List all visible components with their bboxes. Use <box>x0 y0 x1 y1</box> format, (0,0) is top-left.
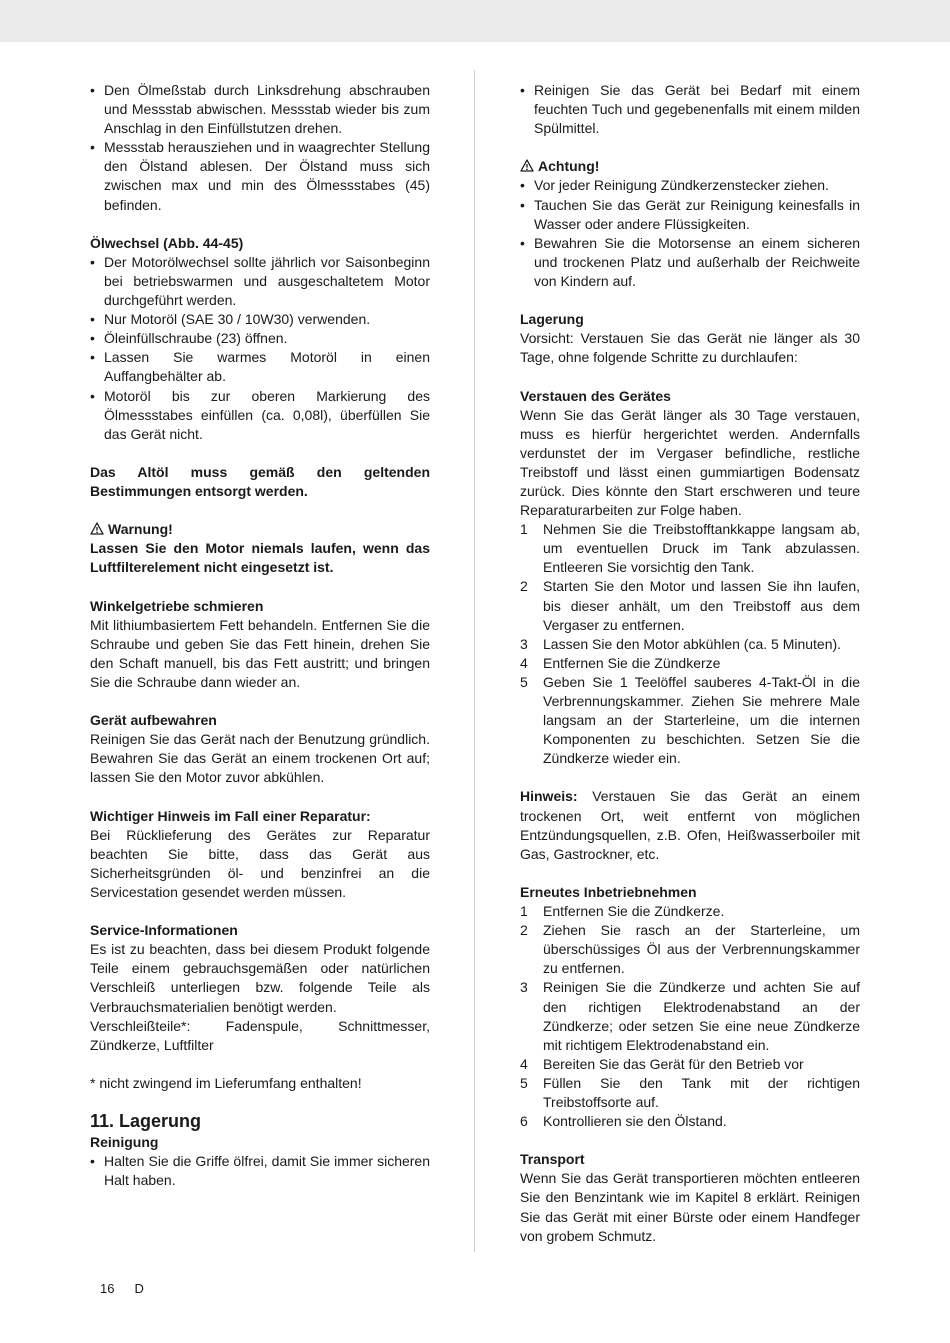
list-item: • Reinigen Sie das Gerät bei Bedarf mit einem feuchten Tuch und gegebenenfalls mit einem milden Spülmittel. <box>520 81 860 138</box>
transport-heading: Transport <box>520 1151 585 1168</box>
list-item <box>520 1112 860 1131</box>
list-item: • Lassen Sie warmes Motoröl in einen Auffangbehälter ab. <box>90 348 430 386</box>
step-text: Entfernen Sie die Zündkerze <box>543 654 721 671</box>
hint-label: Hinweis: <box>520 788 578 805</box>
list-item <box>520 921 860 978</box>
storage-heading: Lagerung <box>520 311 584 328</box>
list-item: • Öleinfüllschraube (23) öffnen. <box>90 329 430 348</box>
service-text: Es ist zu beachten, dass bei diesem Produkt folgende Teile einem gebrauchsgemäßen oder natürlichen Verschleiß unterliegen bzw. folgende Teile als Verbrauchsmaterialien benötigt werden. <box>90 941 430 1015</box>
restart-steps <box>520 902 860 1131</box>
store-heading: Gerät aufbewahren <box>90 712 217 729</box>
list-item: • Bewahren Sie die Motorsense an einem sicheren und trockenen Platz und außerhalb der Reichweite von Kindern auf. <box>520 234 860 291</box>
page-number: 16 <box>100 1281 115 1296</box>
service-parts: Verschleißteile*: Fadenspule, Schnittmesser, Zündkerze, Luftfilter <box>90 1017 430 1053</box>
step-text: Nehmen Sie die Treibstofftankkappe langsam ab, um eventuellen Druck im Tank abzulassen. Entleeren Sie vorsichtig den Tank. <box>543 521 860 576</box>
step-number: 5 <box>520 673 528 690</box>
oilchange-bullets <box>90 253 430 444</box>
list-item <box>520 635 860 654</box>
step-number: 6 <box>520 1113 528 1130</box>
list-item <box>520 978 860 1054</box>
gear-text: Mit lithiumbasiertem Fett behandeln. Entfernen Sie die Schraube und geben Sie das Fett hinein, drehen Sie den Schaft manuell, bis das Fett austritt; und bringen Sie die Schraube dann wieder an. <box>90 616 430 690</box>
list-item: • Messstab herausziehen und in waagrechter Stellung den Ölstand ablesen. Der Ölstand muss sich zwischen max und min des Ölmessstabes (45) befinden. <box>90 138 430 214</box>
list-item <box>520 520 860 577</box>
step-text: Reinigen Sie die Zündkerze und achten Sie auf den richtigen Elektrodenabstand an der Zündkerze; oder setzen Sie eine neue Zündkerze mit richtigem Elektrodenabstand ein. <box>543 979 860 1053</box>
warning-title: Warnung! <box>108 521 173 538</box>
restart-heading: Erneutes Inbetriebnehmen <box>520 883 697 900</box>
caution-title: Achtung! <box>538 158 600 175</box>
cleaning-bullets <box>90 1152 430 1190</box>
step-text: Füllen Sie den Tank mit der richtigen Treibstoffsorte auf. <box>543 1074 860 1110</box>
service-footnote: * nicht zwingend im Lieferumfang enthalten! <box>90 1074 362 1091</box>
step-number: 3 <box>520 635 528 652</box>
step-number: 3 <box>520 979 528 996</box>
step-number: 5 <box>520 1074 528 1091</box>
list-item: • Halten Sie die Griffe ölfrei, damit Sie immer sicheren Halt haben. <box>90 1152 430 1190</box>
step-number: 2 <box>520 922 528 939</box>
disposal-note: Das Altöl muss gemäß den geltenden Bestimmungen entsorgt werden. <box>90 463 430 499</box>
step-text: Ziehen Sie rasch an der Starterleine, um überschüssiges Öl aus der Verbrennungskammer zu entfernen. <box>543 922 860 977</box>
warning-text: Lassen Sie den Motor niemals laufen, wenn das Luftfilterelement nicht eingesetzt ist. <box>90 540 430 576</box>
step-number: 1 <box>520 521 528 538</box>
step-text: Starten Sie den Motor und lassen Sie ihn laufen, bis dieser anhält, um den Treibstoff aus dem Vergaser zu entfernen. <box>543 578 860 633</box>
service-heading: Service-Informationen <box>90 922 238 939</box>
repair-text: Bei Rücklieferung des Gerätes zur Reparatur beachten Sie bitte, dass das Gerät aus Sicherheitsgründen öl- und benzinfrei an die Servicestation gesendet werden müssen. <box>90 826 430 900</box>
step-text: Geben Sie 1 Teelöffel sauberes 4-Takt-Öl in die Verbrennungskammer. Ziehen Sie mehrere Male langsam an der Starterleine, um die internen Komponenten zu beschichten. Setzen Sie die Zündkerze wieder ein. <box>543 673 860 767</box>
step-number: 4 <box>520 1055 528 1072</box>
stow-heading: Verstauen des Gerätes <box>520 387 671 404</box>
intro-bullets <box>90 81 430 215</box>
section-title: 11. Lagerung <box>90 1110 202 1131</box>
repair-heading: Wichtiger Hinweis im Fall einer Reparatur: <box>90 807 371 824</box>
list-item <box>520 1074 860 1112</box>
list-item: • Nur Motoröl (SAE 30 / 10W30) verwenden. <box>90 310 430 329</box>
caution-heading <box>520 157 860 176</box>
list-item: • Vor jeder Reinigung Zündkerzenstecker ziehen. <box>520 176 860 195</box>
step-text: Bereiten Sie das Gerät für den Betrieb vor <box>543 1055 804 1072</box>
step-number: 1 <box>520 903 528 920</box>
list-item <box>520 654 860 673</box>
list-item <box>520 577 860 634</box>
list-item: • Der Motorölwechsel sollte jährlich vor Saisonbeginn bei betriebswarmen und ausgeschaltetem Motor durchgeführt werden. <box>90 253 430 310</box>
list-item: • Motoröl bis zur oberen Markierung des Ölmessstabes einfüllen (ca. 0,08l), überfüllen Sie das Gerät nicht. <box>90 387 430 444</box>
column-divider <box>474 70 475 1252</box>
warning-icon <box>520 159 534 172</box>
storage-text: Vorsicht: Verstauen Sie das Gerät nie länger als 30 Tage, ohne folgende Schritte zu durchlaufen: <box>520 330 860 366</box>
list-item: • Den Ölmeßstab durch Linksdrehung abschrauben und Messstab abwischen. Messstab wieder bis zum Anschlag in den Einfüllstutzen drehen. <box>90 81 430 138</box>
hint-text: Verstauen Sie das Gerät an einem trockenen Ort, weit entfernt von möglichen Entzündungsquellen, z.B. Ofen, Heißwasserboiler mit Gas, Gastrockner, etc. <box>520 788 860 862</box>
step-text: Kontrollieren sie den Ölstand. <box>543 1113 727 1130</box>
left-column <box>90 81 430 1190</box>
store-text: Reinigen Sie das Gerät nach der Benutzung gründlich. Bewahren Sie das Gerät an einem trockenen Ort auf; lassen Sie den Motor zuvor abkühlen. <box>90 731 430 786</box>
hint-paragraph <box>520 787 860 863</box>
warning-icon <box>90 522 104 535</box>
cleaning-heading: Reinigung <box>90 1133 159 1150</box>
language-code: D <box>134 1281 144 1296</box>
stow-text: Wenn Sie das Gerät länger als 30 Tage verstauen, muss es hierfür hergerichtet werden. Andernfalls verdunstet der im Vergaser befindliche, restliche Treibstoff und lässt einen gummiartigen Bodensatz zurück. Dies könnte den Start erschweren und teure Reparaturarbeiten zur Folge haben. <box>520 406 860 519</box>
list-item <box>520 902 860 921</box>
top-bar <box>0 0 950 42</box>
oilchange-heading: Ölwechsel (Abb. 44-45) <box>90 234 244 251</box>
step-number: 2 <box>520 578 528 595</box>
warning-heading <box>90 520 430 539</box>
step-number: 4 <box>520 654 528 671</box>
stow-steps <box>520 520 860 768</box>
list-item <box>520 673 860 768</box>
list-item: • Tauchen Sie das Gerät zur Reinigung keinesfalls in Wasser oder andere Flüssigkeiten. <box>520 196 860 234</box>
gear-heading: Winkelgetriebe schmieren <box>90 597 264 614</box>
step-text: Lassen Sie den Motor abkühlen (ca. 5 Minuten). <box>543 635 842 652</box>
transport-text: Wenn Sie das Gerät transportieren möchten entleeren Sie den Benzintank wie im Kapitel 8 erklärt. Reinigen Sie das Gerät mit einer Bürste oder einem Handfeger von grobem Schmutz. <box>520 1170 860 1244</box>
right-column <box>520 81 860 1246</box>
caution-bullets <box>520 176 860 291</box>
step-text: Entfernen Sie die Zündkerze. <box>543 903 725 920</box>
clean-bullets <box>520 81 860 138</box>
page-footer <box>100 1279 164 1298</box>
list-item <box>520 1055 860 1074</box>
